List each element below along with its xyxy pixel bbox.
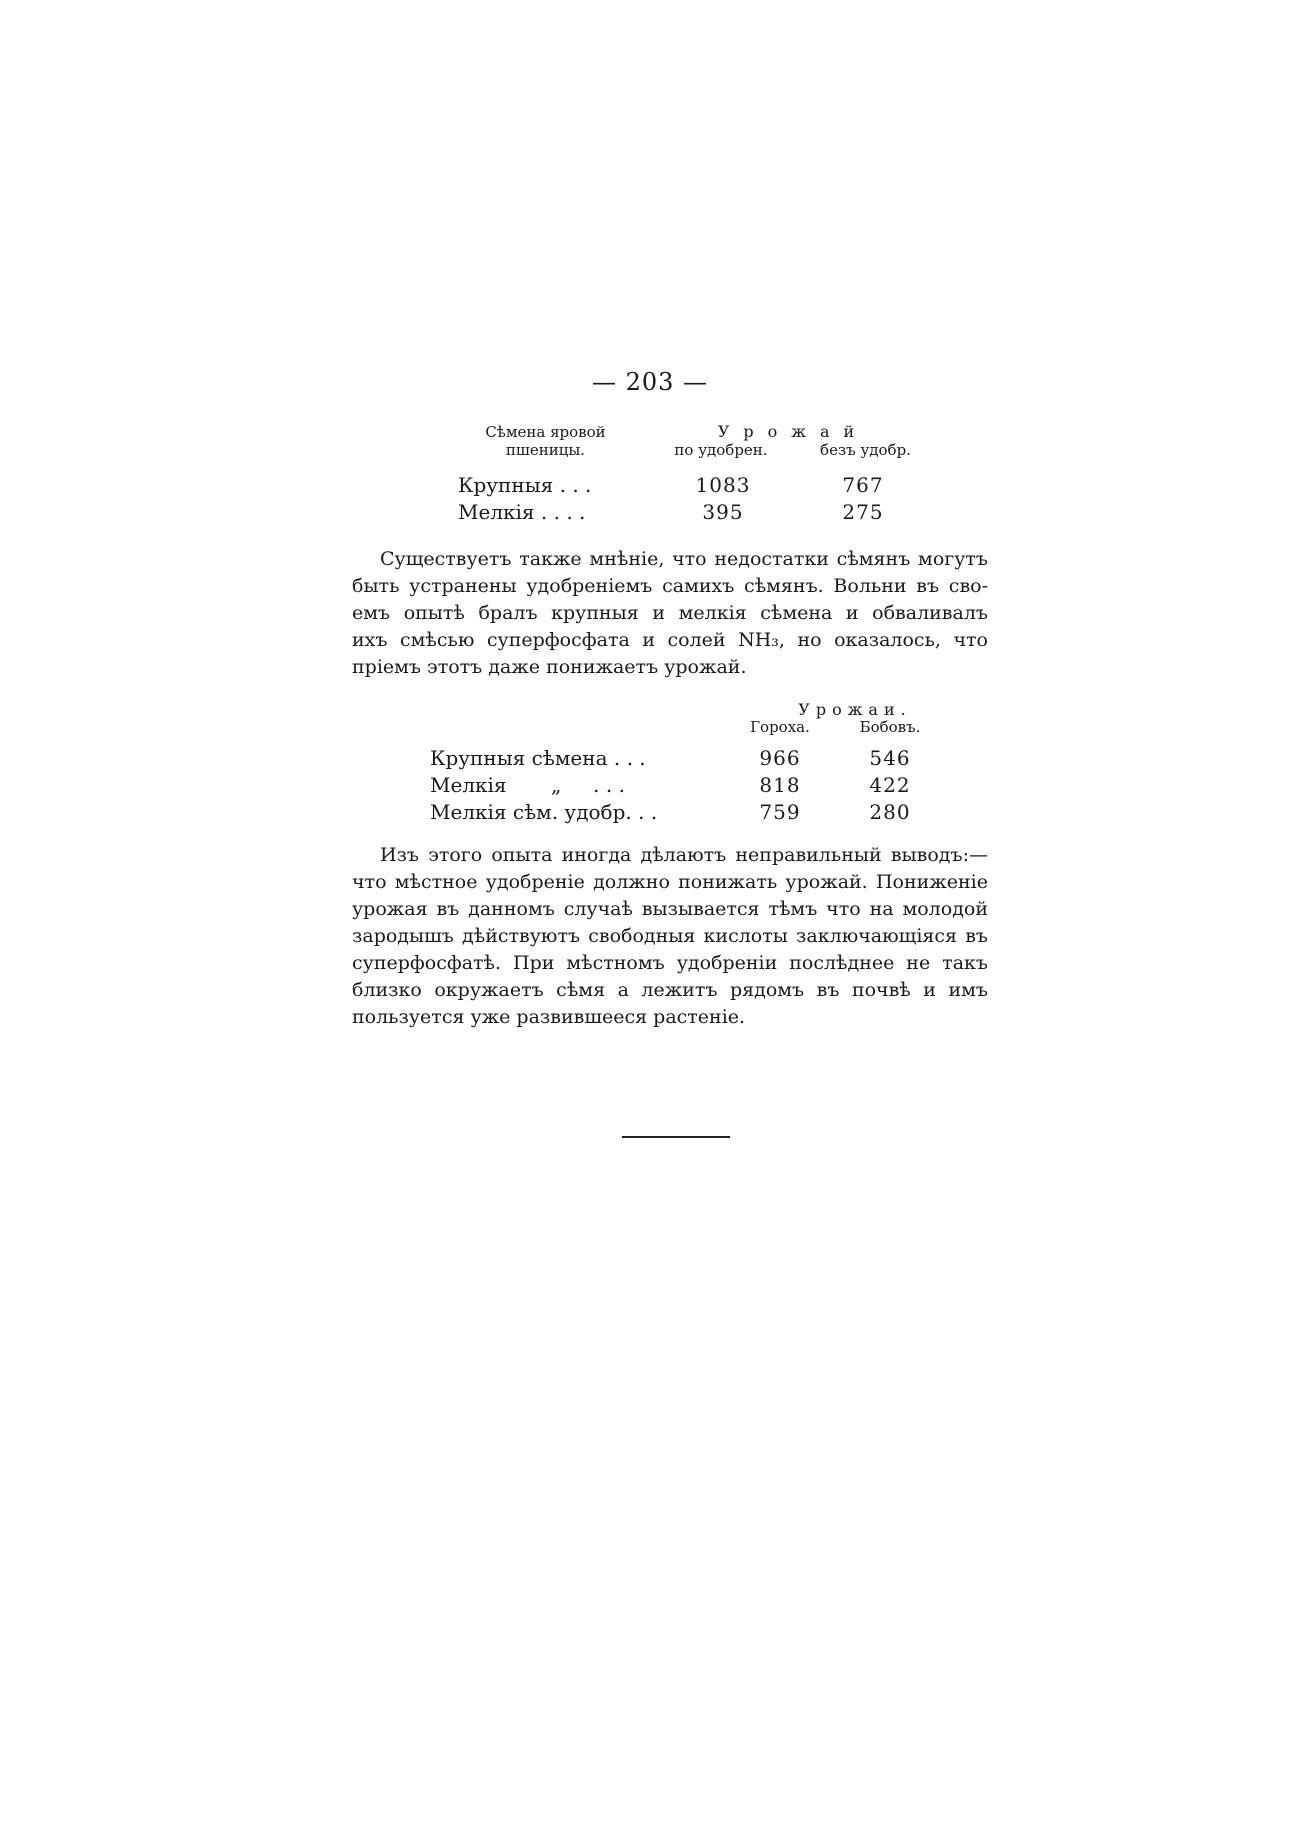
paragraph-conclusion (352, 842, 988, 1031)
table-row (458, 473, 928, 501)
table-row (458, 500, 928, 528)
table1-header-left-line1: Сѣмена яровой (485, 423, 606, 441)
paragraph-line: зародышъ дѣйствуютъ свободныя кислоты заключающіяся въ (352, 925, 988, 947)
section-end-rule (622, 1136, 730, 1138)
row-value: 759 (759, 800, 801, 824)
paragraph-line: Существуетъ также мнѣніе, что недостатки сѣмянъ могутъ (380, 548, 988, 570)
table-row (430, 773, 950, 801)
row-label: Крупныя . . . (458, 473, 592, 497)
row-value: 767 (842, 473, 884, 497)
table2-col-header: Гороха. (750, 718, 810, 736)
table-row (430, 800, 950, 828)
row-value: 280 (869, 800, 911, 824)
paragraph-line: Изъ этого опыта иногда дѣлаютъ неправильный выводъ:— (380, 844, 988, 866)
row-label: Мелкія . . . . (458, 500, 586, 524)
table2-header-group: Урожаи. (798, 700, 912, 719)
row-value: 422 (869, 773, 911, 797)
paragraph-line: пользуется уже развившееся растеніе. (352, 1006, 746, 1028)
paragraph-line: быть устранены удобреніемъ самихъ сѣмянъ. Вольни въ сво- (352, 575, 988, 597)
table-row (430, 746, 950, 774)
pea-bean-yield-table (430, 700, 950, 824)
paragraph-line: пріемъ этотъ даже понижаетъ урожай. (352, 656, 747, 678)
paragraph-line: ихъ смѣсью суперфосфата и солей NH₃, но оказалось, что (352, 629, 988, 651)
paragraph-line: что мѣстное удобреніе должно понижать урожай. Пониженіе (352, 871, 988, 893)
table1-col-header: по удобрен. (674, 441, 768, 459)
table1-header-left (458, 423, 633, 459)
paragraph-line: емъ опытѣ бралъ крупныя и мелкія сѣмена и обваливалъ (352, 602, 988, 624)
paragraph-line: урожая въ данномъ случаѣ вызывается тѣмъ что на молодой (352, 898, 988, 920)
table1-col-header: безъ удобр. (820, 441, 911, 459)
row-label: Мелкія „ . . . (430, 773, 625, 797)
table2-col-header: Бобовъ. (859, 718, 921, 736)
table1-header-group: Урожай (717, 422, 869, 441)
row-value: 1083 (695, 473, 751, 497)
page-number: — 203 — (591, 368, 709, 396)
paragraph-line: суперфосфатѣ. При мѣстномъ удобреніи послѣднее не такъ (352, 952, 988, 974)
row-value: 818 (759, 773, 801, 797)
row-value: 966 (759, 746, 801, 770)
row-value: 275 (842, 500, 884, 524)
row-value: 395 (702, 500, 744, 524)
paragraph-seed-fertilization (352, 546, 988, 681)
wheat-seed-yield-table (458, 423, 928, 523)
row-label: Крупныя сѣмена . . . (430, 746, 646, 770)
row-value: 546 (869, 746, 911, 770)
paragraph-line: близко окружаетъ сѣмя а лежитъ рядомъ въ почвѣ и имъ (352, 979, 988, 1001)
row-label: Мелкія сѣм. удобр. . . (430, 800, 658, 824)
table1-header-left-line2: пшеницы. (505, 441, 586, 459)
